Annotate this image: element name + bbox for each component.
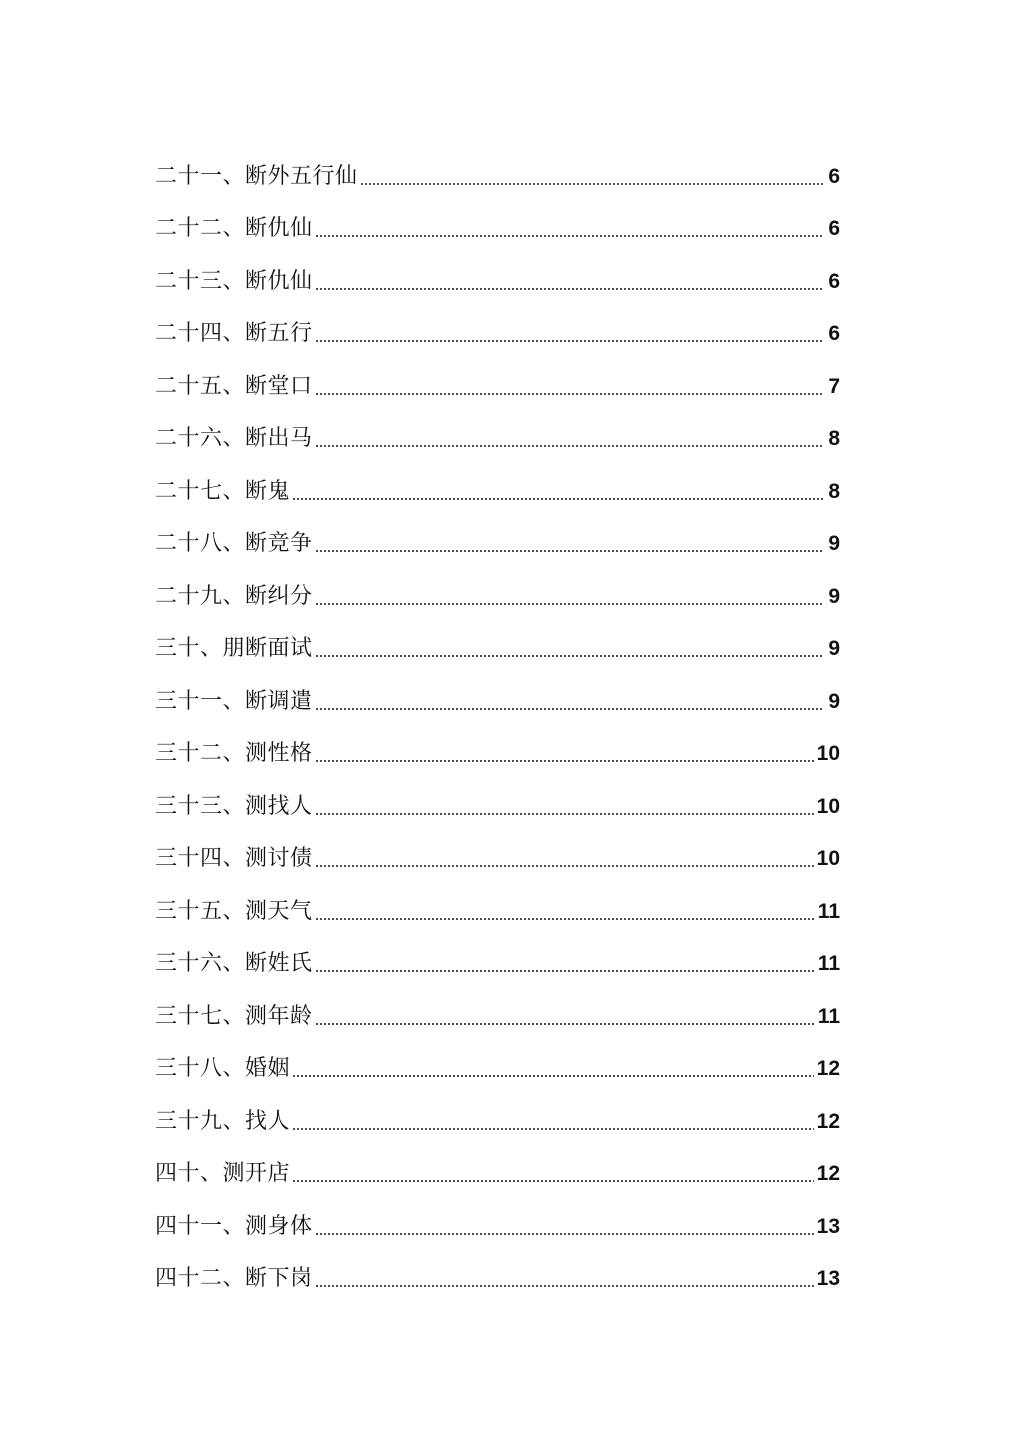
dot-leader <box>315 288 823 290</box>
dot-leader <box>292 1180 814 1182</box>
toc-entry-page: 9 <box>828 532 840 555</box>
dot-leader <box>315 603 823 605</box>
toc-entry[interactable] <box>155 1144 840 1197</box>
toc-entry-page: 13 <box>816 1267 840 1290</box>
dot-leader <box>315 970 815 972</box>
toc-entry-title: 四十二、断下岗 <box>155 1266 313 1291</box>
dot-leader <box>315 655 823 657</box>
toc-entry-page: 10 <box>816 847 840 870</box>
toc-entry-page: 11 <box>817 899 840 923</box>
toc-entry-page: 7 <box>828 374 840 398</box>
toc-entry[interactable] <box>155 829 840 882</box>
dot-leader <box>315 918 815 920</box>
toc-entry-title: 三十一、断调遣 <box>155 688 313 714</box>
toc-entry-title: 二十七、断鬼 <box>155 478 291 504</box>
toc-entry-page: 6 <box>828 217 840 240</box>
toc-entry-page: 12 <box>816 1162 840 1185</box>
toc-entry-title: 二十一、断外五行仙 <box>155 163 358 189</box>
toc-entry-page: 10 <box>816 794 840 818</box>
toc-entry-page: 8 <box>828 479 840 503</box>
toc-entry[interactable] <box>155 199 840 252</box>
toc-entry-title: 三十七、测年龄 <box>155 1003 313 1029</box>
dot-leader <box>360 183 823 185</box>
toc-entry[interactable] <box>155 776 840 829</box>
dot-leader <box>315 1233 814 1235</box>
toc-entry[interactable] <box>155 934 840 987</box>
toc-entry[interactable] <box>155 514 840 567</box>
toc-entry-title: 四十一、测身体 <box>155 1213 313 1239</box>
toc-entry-title: 三十、朋断面试 <box>155 636 313 661</box>
toc-entry-title: 二十三、断仇仙 <box>155 268 313 294</box>
table-of-contents <box>155 146 840 1301</box>
toc-entry-page: 6 <box>828 322 840 345</box>
dot-leader <box>315 235 823 237</box>
toc-entry-title: 三十四、测讨债 <box>155 846 313 871</box>
dot-leader <box>292 1075 814 1077</box>
toc-entry-page: 9 <box>828 584 840 608</box>
toc-entry[interactable] <box>155 146 840 199</box>
toc-entry-title: 三十三、测找人 <box>155 793 313 819</box>
toc-entry[interactable] <box>155 986 840 1039</box>
toc-entry-title: 二十九、断纠分 <box>155 583 313 609</box>
toc-entry[interactable] <box>155 881 840 934</box>
toc-entry-page: 10 <box>816 742 840 765</box>
toc-entry-page: 12 <box>816 1109 840 1133</box>
dot-leader <box>315 760 814 762</box>
toc-entry[interactable] <box>155 304 840 357</box>
toc-entry-page: 11 <box>817 952 840 975</box>
dot-leader <box>315 550 823 552</box>
toc-entry[interactable] <box>155 1249 840 1302</box>
dot-leader <box>315 813 814 815</box>
toc-entry-page: 12 <box>816 1057 840 1080</box>
toc-entry[interactable] <box>155 619 840 672</box>
toc-entry[interactable] <box>155 724 840 777</box>
dot-leader <box>292 1128 814 1130</box>
toc-entry-title: 二十二、断仇仙 <box>155 216 313 241</box>
toc-entry-title: 二十六、断出马 <box>155 426 313 451</box>
toc-entry-title: 二十五、断堂口 <box>155 373 313 399</box>
toc-entry[interactable] <box>155 1039 840 1092</box>
dot-leader <box>315 1285 814 1287</box>
toc-entry-page: 9 <box>828 637 840 660</box>
toc-entry-title: 二十八、断竞争 <box>155 531 313 556</box>
dot-leader <box>315 865 814 867</box>
toc-entry-title: 二十四、断五行 <box>155 321 313 346</box>
dot-leader <box>292 498 823 500</box>
dot-leader <box>315 393 823 395</box>
toc-entry-page: 9 <box>828 689 840 713</box>
dot-leader <box>315 1023 815 1025</box>
toc-entry[interactable] <box>155 1196 840 1249</box>
toc-entry-page: 6 <box>828 164 840 188</box>
toc-entry-page: 8 <box>828 427 840 450</box>
dot-leader <box>315 340 823 342</box>
toc-entry[interactable] <box>155 461 840 514</box>
toc-entry-title: 三十五、测天气 <box>155 898 313 924</box>
toc-entry-title: 四十、测开店 <box>155 1161 291 1186</box>
toc-entry-page: 13 <box>816 1214 840 1238</box>
toc-entry-title: 三十二、测性格 <box>155 741 313 766</box>
toc-entry-page: 6 <box>828 269 840 293</box>
toc-entry[interactable] <box>155 409 840 462</box>
toc-entry[interactable] <box>155 566 840 619</box>
toc-entry[interactable] <box>155 251 840 304</box>
toc-entry-title: 三十九、找人 <box>155 1108 291 1134</box>
toc-entry-title: 三十八、婚姻 <box>155 1056 291 1081</box>
toc-entry[interactable] <box>155 671 840 724</box>
toc-entry[interactable] <box>155 356 840 409</box>
toc-entry-page: 11 <box>817 1004 840 1028</box>
dot-leader <box>315 708 823 710</box>
toc-entry[interactable] <box>155 1091 840 1144</box>
toc-entry-title: 三十六、断姓氏 <box>155 951 313 976</box>
dot-leader <box>315 445 823 447</box>
